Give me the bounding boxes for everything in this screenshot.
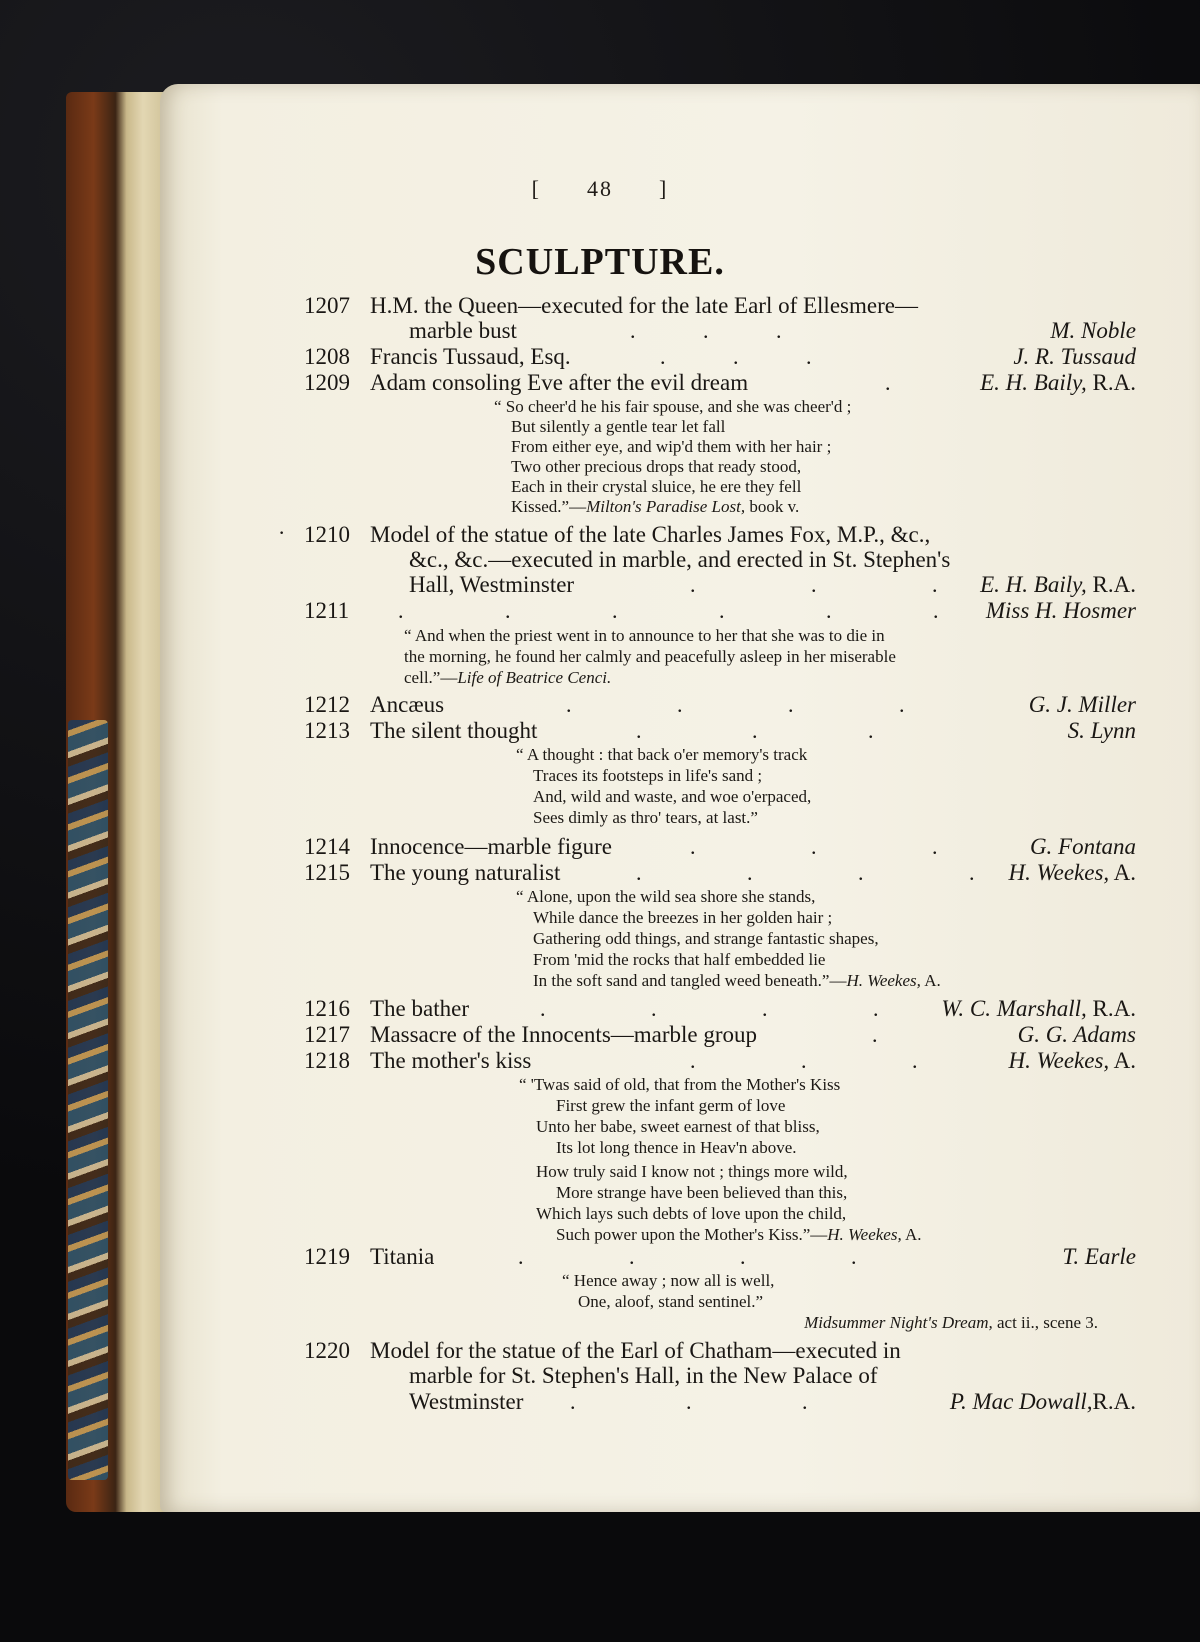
entry-title-continued: marble for St. Stephen's Hall, in the New Palace of [409, 1363, 878, 1388]
entry-title: The silent thought [370, 718, 538, 743]
verse-line: From 'mid the rocks that half embedded lie [533, 950, 826, 969]
entry-artist: S. Lynn [1067, 718, 1136, 743]
entry-title-continued: Hall, Westminster [409, 572, 575, 597]
entry-title: Model for the statue of the Earl of Chatham—executed in [370, 1338, 901, 1363]
entry-number: 1211 [304, 598, 350, 623]
entry-number: 1218 [304, 1048, 350, 1073]
entry-artist: H. Weekes, A. [1008, 860, 1136, 885]
verse-line: “ So cheer'd he his fair spouse, and she was cheer'd ; [494, 397, 852, 416]
verse-line: “ Hence away ; now all is well, [562, 1271, 775, 1290]
entry-number: 1209 [304, 370, 350, 395]
entry-title: Adam consoling Eve after the evil dream [370, 370, 749, 395]
marbled-endpaper [68, 720, 108, 1480]
verse-line: Two other precious drops that ready stood, [511, 457, 802, 476]
verse-line: More strange have been believed than this, [556, 1183, 848, 1202]
leader-dots: . . . [636, 718, 874, 743]
verse-citation: Kissed.”—Milton's Paradise Lost, book v. [511, 497, 800, 516]
entry-artist: G. Fontana [1029, 834, 1136, 859]
verse-citation: Midsummer Night's Dream, act ii., scene 3. [804, 1313, 1098, 1332]
entry-number: 1217 [304, 1022, 350, 1047]
entry-title-continued: &c., &c.—executed in marble, and erected in St. Stephen's [409, 547, 951, 572]
entry-number: 1214 [304, 834, 350, 859]
entry-title-continued: marble bust [409, 318, 517, 343]
quote-line: “ And when the priest went in to announce to her that she was to die in [404, 626, 885, 645]
leader-dots: . . . . [566, 692, 905, 717]
verse-line: “ A thought : that back o'er memory's track [516, 745, 808, 764]
leader-dots: . . . [660, 344, 812, 369]
entry-number: 1215 [304, 860, 350, 885]
verse-line: And, wild and waste, and woe o'erpaced, [533, 787, 812, 806]
verse-line: “ Alone, upon the wild sea shore she stands, [516, 887, 816, 906]
leader-dots: . . . [690, 1048, 918, 1073]
entry-artist: P. Mac Dowall,R.A. [949, 1389, 1136, 1414]
entry-title: Innocence—marble figure [370, 834, 613, 859]
entry-number: 1219 [304, 1244, 350, 1269]
entry-artist: H. Weekes, A. [1008, 1048, 1136, 1073]
entry-title: The mother's kiss [370, 1048, 532, 1073]
entry-title-continued: Westminster [409, 1389, 524, 1414]
entry-artist: E. H. Baily, R.A. [980, 572, 1136, 597]
entry-title: The young naturalist [370, 860, 561, 885]
verse-line: Gathering odd things, and strange fantastic shapes, [533, 929, 879, 948]
verse-line: Sees dimly as thro' tears, at last.” [533, 808, 758, 827]
page-number: [ 48 ] [531, 176, 669, 201]
verse-line: But silently a gentle tear let fall [511, 417, 726, 436]
quote-citation: cell.”—Life of Beatrice Cenci. [404, 668, 612, 687]
entry-artist: E. H. Baily, R.A. [980, 370, 1136, 395]
leader-dots: . . . . . . [398, 598, 939, 623]
entry-title: Francis Tussaud, Esq. [370, 344, 571, 369]
verse-line: Each in their crystal sluice, he ere they fell [511, 477, 802, 496]
entry-artist: T. Earle [1062, 1244, 1136, 1269]
entry-artist: J. R. Tussaud [1013, 344, 1136, 369]
verse-line: First grew the infant germ of love [556, 1096, 786, 1115]
quote-line: the morning, he found her calmly and peacefully asleep in her miserable [404, 647, 896, 666]
verse-line: While dance the breezes in her golden hair ; [533, 908, 833, 927]
leader-dots: . . . . [636, 860, 975, 885]
verse-line: One, aloof, stand sentinel.” [578, 1292, 764, 1311]
entry-artist: Miss H. Hosmer [985, 598, 1136, 623]
verse-line: From either eye, and wip'd them with her hair ; [511, 437, 832, 456]
leader-dots: . . . . [540, 996, 879, 1021]
leader-dots: . [872, 1022, 878, 1047]
entry-artist: M. Noble [1050, 318, 1136, 343]
leader-dots: . . . . [518, 1244, 857, 1269]
entry-number: 1212 [304, 692, 350, 717]
entry-title: Massacre of the Innocents—marble group [370, 1022, 758, 1047]
verse-citation: Such power upon the Mother's Kiss.”—H. Weekes, A. [556, 1225, 922, 1244]
leader-dots: . [885, 370, 891, 395]
entry-artist: G. J. Miller [1028, 692, 1136, 717]
verse-line: Traces its footsteps in life's sand ; [533, 766, 763, 785]
entry-title: Titania [370, 1244, 435, 1269]
verse-line: “ 'Twas said of old, that from the Mother's Kiss [519, 1075, 841, 1094]
entry-number: 1213 [304, 718, 350, 743]
entry-title: Model of the statue of the late Charles James Fox, M.P., &c., [370, 522, 931, 547]
verse-line: How truly said I know not ; things more wild, [536, 1162, 848, 1181]
leader-dots: . . . [630, 318, 782, 343]
leader-dots: . . . [690, 572, 938, 597]
verse-citation: In the soft sand and tangled weed beneath.”—H. Weekes, A. [533, 971, 941, 990]
entry-title: The bather [370, 996, 469, 1021]
entry-title: Ancæus [370, 692, 445, 717]
entry-number: 1216 [304, 996, 350, 1021]
leader-dots: . . . [570, 1389, 808, 1414]
entry-number: 1210 [304, 522, 350, 547]
leader-dots: . . . [690, 834, 938, 859]
entry-artist: W. C. Marshall, R.A. [941, 996, 1136, 1021]
verse-line: Its lot long thence in Heav'n above. [556, 1138, 797, 1157]
entry-number: 1208 [304, 344, 350, 369]
entry-artist: G. G. Adams [1017, 1022, 1136, 1047]
verse-line: Which lays such debts of love upon the child, [536, 1204, 847, 1223]
entry-title: H.M. the Queen—executed for the late Earl of Ellesmere— [370, 293, 918, 318]
entry-number: 1207 [304, 293, 350, 318]
verse-line: Unto her babe, sweet earnest of that bliss, [536, 1117, 820, 1136]
page-title: SCULPTURE. [475, 241, 725, 283]
entry-number: 1220 [304, 1338, 350, 1363]
margin-mark: · [278, 520, 286, 545]
